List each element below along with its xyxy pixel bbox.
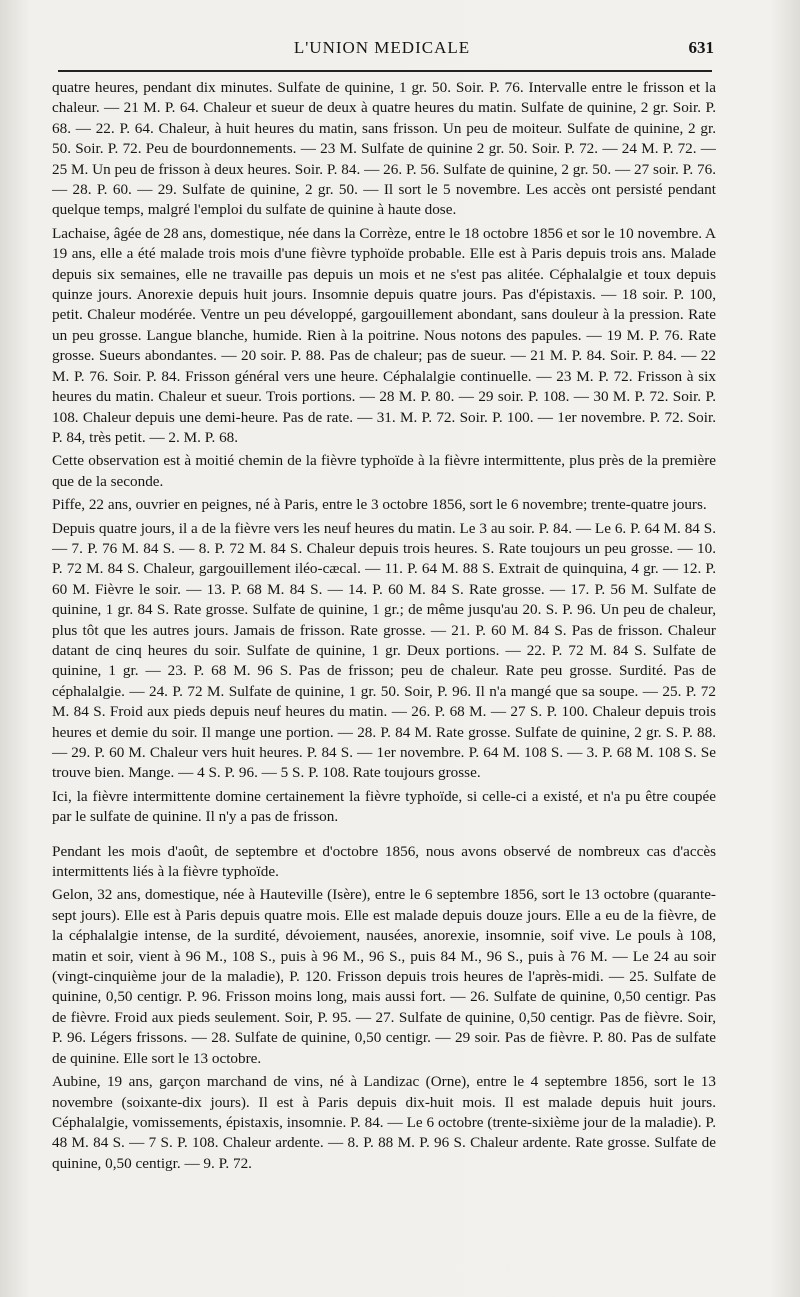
header-rule — [58, 70, 712, 72]
paragraph: Ici, la fièvre intermittente domine certainement la fièvre typhoïde, si celle-ci a existé, et n'a pu être coupée par le sulfate de quinine. Il n'y a pas de frisson. — [52, 787, 716, 826]
paragraph: Cette observation est à moitié chemin de la fièvre typhoïde à la fièvre intermittente, plus près de la première que de la seconde. — [52, 452, 716, 490]
paragraph: Gelon, 32 ans, domestique, née à Hauteville (Isère), entre le 6 septembre 1856, sort le 13 octobre (quarante-sept jours). Elle est à Paris depuis quatre mois. Elle est malade depuis douze jours. Elle a eu de la fièvre, de la céphalalgie intense, de la surdité, dévoiement, nausées, anorexie, insomnie, soif vive. Le pouls à 108, matin et soir, vient à 96 M., 108 S., puis à 96 M., 96 S., puis 84 M., 96 S., puis à 76 M. — Le 24 au soir (vingt-cinquième jour de la maladie), P. 120. Frisson depuis trois heures de l'après-midi. — 25. Sulfate de quinine, 0,50 centigr. P. 96. Frisson moins long, mais aussi fort. — 26. Sulfate de quinine, 0,50 centigr. Pas de fièvre. Froid aux pieds seulement. Soir, P. 95. — 27. Sulfate de quinine, 0,50 centigr. Pas de fièvre. Soir, P. 96. Légers frissons. — 28. Sulfate de quinine, 0,50 centigr. — 29 soir. Pas de fièvre. P. 80. Pas de sulfate de quinine. Elle sort le 13 octobre. — [52, 886, 716, 1067]
paragraph: quatre heures, pendant dix minutes. Sulfate de quinine, 1 gr. 50. Soir. P. 76. Intervalle entre le frisson et la chaleur. — 21 M. P. 64. Chaleur et sueur de deux à quatre heures du matin. Sulfate de quinine, 2 gr. Soir. P. 68. — 22. P. 64. Chaleur, à huit heures du matin, sans frisson. Un peu de moiteur. Sulfate de quinine, 2 gr. 50. Soir. P. 72. Peu de bourdonnements. — 23 M. Sulfate de quinine 2 gr. 50. Soir. P. 72. — 24 M. P. 72. — 25 M. Un peu de frisson à deux heures. Soir. P. 84. — 26. P. 56. Sulfate de quinine, 2 gr. 50. — 27 soir. P. 76. — 28. P. 60. — 29. Sulfate de quinine, 2 gr. 50. — Il sort le 5 novembre. Les accès ont persisté pendant quelque temps, malgré l'emploi du sulfate de quinine à haute dose. — [52, 79, 716, 219]
running-title: L'UNION MEDICALE — [293, 38, 471, 57]
page-header — [50, 38, 714, 68]
body-text — [52, 78, 716, 1177]
paragraph: Piffe, 22 ans, ouvrier en peignes, né à Paris, entre le 3 octobre 1856, sort le 6 novembre; trente-quatre jours. — [52, 496, 707, 514]
paragraph: Pendant les mois d'août, de septembre et d'octobre 1856, nous avons observé de nombreux cas d'accès intermittents liés à la fièvre typhoïde. — [52, 842, 716, 881]
page-number: 631 — [688, 38, 714, 57]
paragraph: Aubine, 19 ans, garçon marchand de vins, né à Landizac (Orne), entre le 4 septembre 1856, sort le 13 novembre (soixante-dix jours). Il est à Paris depuis dix-huit mois. Il est malade depuis huit jours. Céphalalgie, vomissements, épistaxis, insomnie. P. 84. — Le 6 octobre (trente-sixième jour de la maladie). P. 48 M. 84 S. — 7 S. P. 108. Chaleur ardente. — 8. P. 88 M. P. 96 S. Chaleur ardente. Rate grosse. Sulfate de quinine, 0,50 centigr. — 9. P. 72. — [52, 1073, 716, 1172]
paragraph: Lachaise, âgée de 28 ans, domestique, née dans la Corrèze, entre le 18 octobre 1856 et sor le 10 novembre. A 19 ans, elle a été malade trois mois d'une fièvre typhoïde probable. Elle est à Paris depuis trois ans. Malade depuis six semaines, elle ne travaille pas depuis un mois et ne s'est pas alitée. Céphalalgie et toux depuis quinze jours. Anorexie depuis huit jours. Insomnie depuis quatre jours. Pas d'épistaxis. — 18 soir. P. 100, petit. Chaleur modérée. Ventre un peu développé, gargouillement abondant, sans douleur à la pression. Rate un peu grosse. Langue blanche, humide. Rien à la poitrine. Nous notons des papules. — 19 M. P. 76. Rate grosse. Sueurs abondantes. — 20 soir. P. 88. Pas de chaleur; pas de sueur. — 21 M. P. 84. Soir. P. 84. — 22 M. P. 76. Soir. P. 84. Frisson général vers une heure. Céphalalgie continuelle. — 23 M. P. 72. Frisson à six heures du matin. Chaleur et sueur. Trois portions. — 28 M. P. 80. — 29 soir. P. 108. — 30 M. P. 72. Soir. P. 108. Chaleur depuis une demi-heure. Pas de rate. — 31. M. P. 72. Soir. P. 100. — 1er novembre. P. 72. Soir. P. 84, très petit. — 2. M. P. 68. — [52, 224, 716, 446]
paragraph: Depuis quatre jours, il a de la fièvre vers les neuf heures du matin. Le 3 au soir. P. 84. — Le 6. P. 64 M. 84 S. — 7. P. 76 M. 84 S. — 8. P. 72 M. 84 S. Chaleur depuis trois heures. S. Rate toujours un peu grosse. — 10. P. 72 M. 84 S. Chaleur, gargouillement iléo-cæcal. — 11. P. 64 M. 88 S. Extrait de quinquina, 4 gr. — 12. P. 60 M. Fièvre le soir. — 13. P. 68 M. 84 S. — 14. P. 60 M. 84 S. Rate grosse. — 17. P. 56 M. Sulfate de quinine, 1 gr. 84 S. Rate grosse. Sulfate de quinine, 1 gr.; de même jusqu'au 20. S. P. 96. Un peu de chaleur, plus tôt que les autres jours. Jamais de frisson. Rate grosse. — 21. P. 60 M. 84 S. Pas de frisson. Chaleur datant de cinq heures du soir. Sulfate de quinine, 1 gr. Deux portions. — 22. P. 72 M. 84 S. Sulfate de quinine, 1 gr. — 23. P. 68 M. 96 S. Pas de frisson; peu de chaleur. Rate peu grosse. Surdité. Pas de céphalalgie. — 24. P. 72 M. Sulfate de quinine, 1 gr. 50. Soir, P. 96. Il n'a mangé que sa soupe. — 25. P. 72 M. 84 S. Froid aux pieds depuis neuf heures du matin. — 26. P. 68 M. — 27 S. P. 100. Chaleur depuis trois heures et demie du soir. Il mange une portion. — 28. P. 84 M. Rate grosse. Sulfate de quinine, 2 gr. S. P. 88. — 29. P. 60 M. Chaleur vers huit heures. P. 84 S. — 1er novembre. P. 64 M. 108 S. — 3. P. 68 M. 108 S. Se trouve bien. Mange. — 4 S. P. 96. — 5 S. P. 108. Rate toujours grosse. — [52, 519, 716, 782]
